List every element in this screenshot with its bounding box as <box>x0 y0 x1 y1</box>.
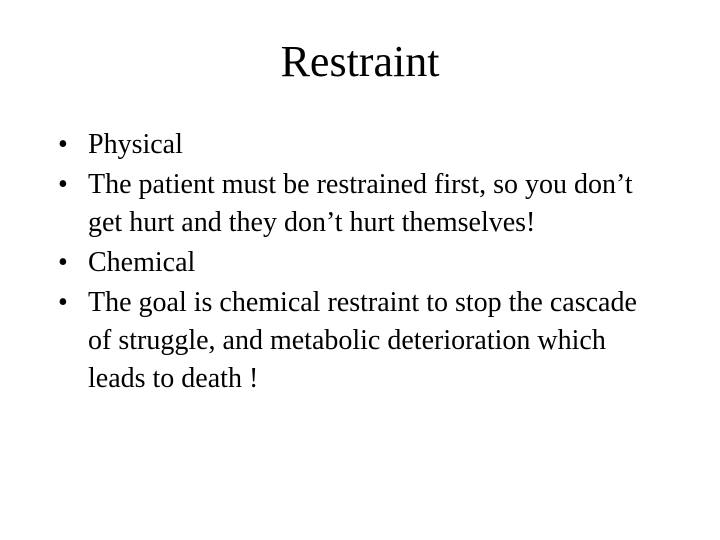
bullet-text: The patient must be restrained first, so you don’t get hurt and they don’t hurt themselves! <box>88 169 633 238</box>
bullet-item-goal <box>58 284 658 398</box>
bullet-item-restrained-first <box>58 166 658 242</box>
bullet-marker: • <box>58 247 68 278</box>
bullet-item-chemical <box>58 244 658 282</box>
bullet-marker: • <box>58 169 68 200</box>
bullet-item-physical <box>58 126 658 164</box>
bullet-text: The goal is chemical restraint to stop the cascade of struggle, and metabolic deterioration which leads to death ! <box>88 287 637 394</box>
bullet-text: Physical <box>88 129 183 160</box>
bullet-text: Chemical <box>88 247 196 278</box>
slide-title: Restraint <box>280 37 440 86</box>
bullet-marker: • <box>58 287 68 318</box>
bullet-marker: • <box>58 129 68 160</box>
bullet-list <box>58 126 658 400</box>
